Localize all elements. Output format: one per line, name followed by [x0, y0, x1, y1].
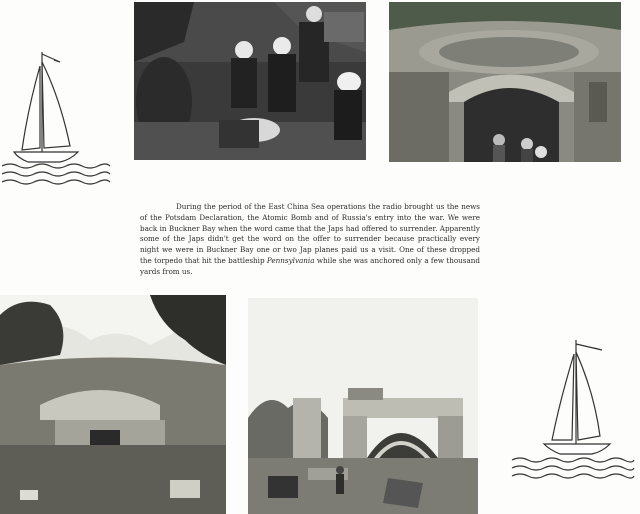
sailboat-illustration-right: [510, 336, 636, 482]
ship-name: Pennsylvania: [266, 255, 315, 265]
photo-ruined-tomb-hillside: [0, 295, 226, 514]
photo-shelled-archway: [248, 298, 478, 514]
sailboat-illustration-left: [0, 48, 112, 190]
caption-text-before: During the period of the East China Sea operations the radio brought us the news of the Potsdam Declaration, the Atomic Bomb and of Russia's entry into the war. We were back in Buckner Bay when the word came that the Japs had offered to surrender. Apparently some of the Japs didn't get the word on the offer to surrender because practically every night we were in Buckner Bay one or two Jap planes paid us a visit. One of these dropped the torpedo that hit the battleship: [140, 202, 480, 265]
caption-paragraph: [140, 202, 480, 278]
caption-text-after: while she was anchored only a few thousand yards from us.: [140, 255, 481, 276]
photo-arched-tomb: [389, 2, 621, 162]
photo-women-in-forest: [134, 2, 366, 160]
